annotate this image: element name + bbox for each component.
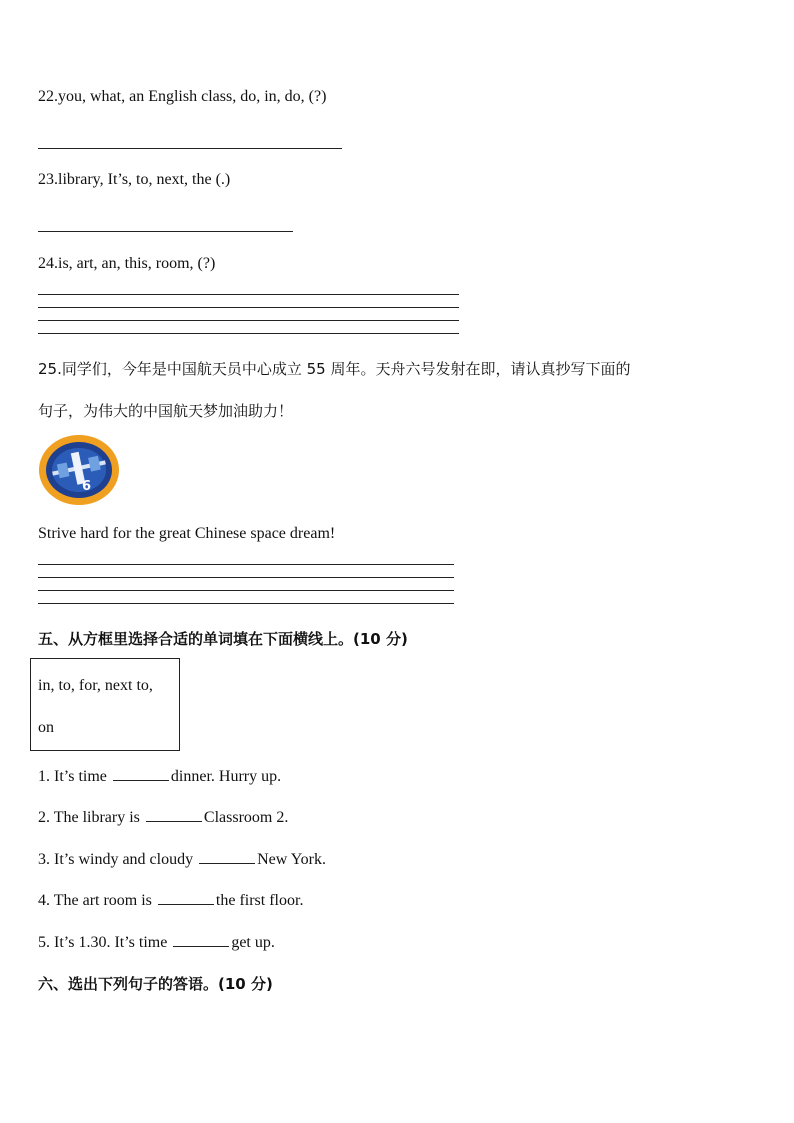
blank-input[interactable]: [113, 766, 169, 781]
writing-line[interactable]: [38, 307, 459, 308]
blank-input[interactable]: [158, 890, 214, 905]
answer-line-23[interactable]: [38, 231, 293, 232]
fill-item-text: 2. The library is: [38, 809, 140, 826]
blank-input[interactable]: [173, 932, 229, 947]
fill-item-5: [38, 932, 275, 952]
fill-item-3: [38, 849, 326, 869]
fill-item-text: 5. It’s 1.30. It’s time: [38, 934, 168, 951]
badge-number: 6: [82, 479, 92, 494]
writing-line[interactable]: [38, 590, 454, 591]
blank-input[interactable]: [146, 807, 202, 822]
fill-item-text: Classroom 2.: [203, 809, 289, 826]
question-22: 22.you, what, an English class, do, in, do, (?): [38, 88, 327, 105]
fill-item-text: dinner. Hurry up.: [170, 768, 282, 785]
word-box: [30, 658, 180, 751]
fill-item-text: 4. The art room is: [38, 892, 152, 909]
section-6-title: 六、选出下列句子的答语。(10 分): [38, 975, 273, 993]
word-box-line-2: on: [38, 719, 54, 736]
question-25-line-1: 25.同学们，今年是中国航天员中心成立 55 周年。天舟六号发射在即，请认真抄写下面的: [38, 360, 631, 378]
fill-item-text: 3. It’s windy and cloudy: [38, 851, 194, 868]
section-5-title: 五、从方框里选择合适的单词填在下面横线上。(10 分): [38, 630, 408, 648]
fill-item-text: the first floor.: [215, 892, 304, 909]
fill-item-text: New York.: [257, 851, 326, 868]
question-25-line-2: 句子，为伟大的中国航天梦加油助力！: [38, 402, 294, 420]
question-23: 23.library, It’s, to, next, the (.): [38, 171, 231, 188]
writing-line[interactable]: [38, 333, 459, 334]
writing-line[interactable]: [38, 564, 454, 565]
writing-line[interactable]: [38, 603, 454, 604]
writing-line[interactable]: [38, 320, 459, 321]
fill-item-text: 1. It’s time: [38, 768, 107, 785]
fill-item-4: [38, 890, 303, 910]
copy-sentence: Strive hard for the great Chinese space dream!: [38, 525, 336, 542]
fill-item-2: [38, 807, 288, 827]
word-box-line-1: in, to, for, next to,: [38, 677, 153, 694]
mission-badge-icon: [38, 434, 120, 506]
question-24: 24.is, art, an, this, room, (?): [38, 255, 216, 272]
answer-line-22[interactable]: [38, 148, 342, 149]
blank-input[interactable]: [199, 849, 255, 864]
fill-item-1: [38, 766, 281, 786]
writing-line[interactable]: [38, 294, 459, 295]
fill-item-text: get up.: [231, 934, 275, 951]
writing-line[interactable]: [38, 577, 454, 578]
